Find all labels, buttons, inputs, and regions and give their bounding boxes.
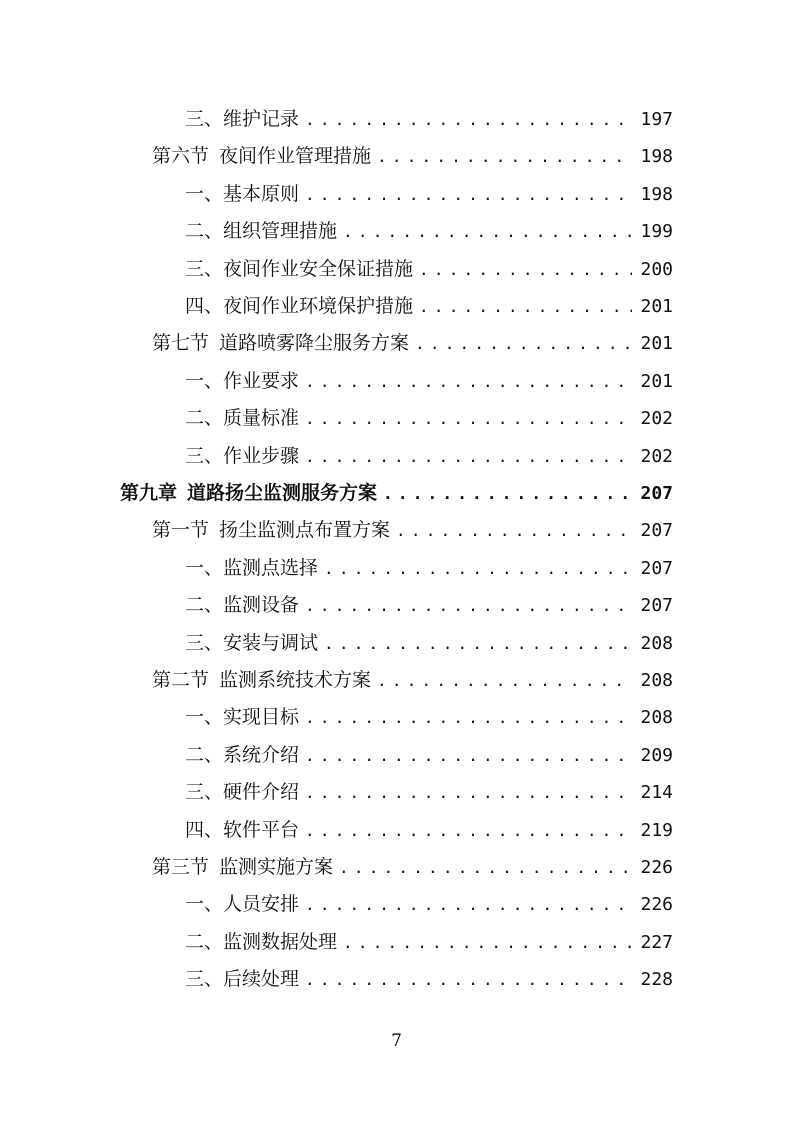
toc-entry-title: 实现目标 [223, 706, 300, 729]
toc-entry-number: 第一节 [152, 519, 210, 542]
toc-entry-page: 207 [640, 520, 673, 542]
toc-entry[interactable] [152, 849, 673, 885]
toc-entry-title: 监测数据处理 [223, 930, 338, 953]
toc-entry-page: 209 [640, 744, 673, 766]
dot-leader [305, 775, 632, 811]
dot-leader [343, 925, 632, 961]
toc-entry-title: 作业要求 [223, 369, 300, 392]
dot-leader [305, 364, 632, 400]
toc-entry[interactable] [152, 138, 673, 174]
toc-entry-label [185, 924, 337, 960]
dot-leader [305, 700, 632, 736]
toc-entry-title: 监测设备 [223, 594, 300, 617]
toc-entry-page: 226 [640, 894, 673, 916]
toc-entry[interactable] [185, 737, 673, 773]
dot-leader [419, 252, 632, 288]
dot-leader [305, 401, 632, 437]
toc-entry-title: 夜间作业环境保护措施 [223, 295, 414, 317]
toc-entry-label [185, 288, 413, 324]
toc-entry[interactable] [185, 101, 673, 137]
toc-entry[interactable] [185, 251, 673, 287]
toc-entry-number: 三、 [185, 108, 224, 130]
toc-entry-label [152, 849, 333, 885]
toc-entry-page: 208 [640, 670, 673, 691]
toc-entry-title: 监测点选择 [223, 556, 319, 579]
toc-entry-label [185, 251, 413, 287]
toc-entry-label [185, 961, 299, 997]
dot-leader [305, 962, 632, 998]
dot-leader [324, 626, 632, 662]
toc-entry-page: 202 [640, 445, 673, 467]
toc-entry-number: 四、 [185, 818, 224, 841]
toc-entry-number: 二、 [185, 743, 224, 766]
toc-entry[interactable] [185, 699, 673, 735]
dot-leader [377, 663, 632, 699]
dot-leader [324, 551, 632, 587]
toc-entry-label [185, 812, 299, 848]
toc-entry-page: 201 [640, 370, 673, 392]
toc-entry[interactable] [185, 587, 673, 623]
dot-leader [305, 813, 632, 849]
toc-entry-page: 200 [640, 258, 673, 280]
toc-entry-number: 三、 [185, 631, 224, 654]
toc-entry-number: 一、 [185, 556, 224, 579]
toc-entry[interactable] [185, 774, 673, 810]
toc-entry-page: 208 [640, 632, 673, 654]
dot-leader [305, 177, 632, 213]
toc-entry-title: 安装与调试 [223, 631, 319, 654]
toc-entry-title: 监测实施方案 [219, 856, 334, 878]
toc-entry-number: 第三节 [152, 856, 210, 878]
toc-entry-page: 227 [640, 931, 673, 953]
dot-leader [305, 588, 632, 624]
toc-entry-number: 三、 [185, 781, 224, 804]
toc-entry-label [185, 886, 299, 922]
toc-entry-number: 一、 [185, 706, 224, 729]
toc-entry-label [185, 625, 318, 661]
toc-entry-title: 硬件介绍 [223, 781, 300, 804]
toc-entry-page: 197 [640, 109, 673, 130]
toc-entry-title: 道路喷雾降尘服务方案 [219, 332, 410, 355]
toc-entry[interactable] [185, 625, 673, 661]
toc-entry-title: 组织管理措施 [223, 220, 338, 243]
dot-leader [377, 139, 632, 175]
toc-entry-title: 作业步骤 [223, 444, 300, 467]
toc-entry-label [152, 325, 409, 361]
dot-leader [415, 326, 632, 362]
toc-entry-label [185, 176, 299, 212]
dot-leader [305, 439, 632, 475]
toc-entry[interactable] [185, 213, 673, 249]
toc-entry-title: 夜间作业管理措施 [219, 145, 372, 168]
toc-entry-title: 后续处理 [223, 968, 300, 991]
dot-leader [305, 102, 632, 138]
toc-entry[interactable] [152, 662, 673, 698]
toc-entry-page: 207 [640, 483, 673, 504]
toc-entry-label [185, 363, 299, 399]
toc-entry-label [185, 550, 318, 586]
toc-entry-title: 夜间作业安全保证措施 [223, 257, 414, 280]
toc-entry[interactable] [185, 886, 673, 922]
toc-entry-page: 219 [640, 819, 673, 841]
dot-leader [419, 289, 632, 325]
toc-entry-title: 人员安排 [223, 893, 300, 916]
toc-entry-title: 监测系统技术方案 [219, 669, 372, 691]
toc-entry-label [185, 774, 299, 810]
toc-entry-label [185, 101, 299, 137]
toc-entry[interactable] [185, 812, 673, 848]
toc-entry-number: 一、 [185, 893, 224, 916]
toc-entry-title: 基本原则 [223, 182, 300, 205]
toc-entry[interactable] [185, 961, 673, 997]
dot-leader [396, 513, 632, 549]
toc-entry[interactable] [185, 363, 673, 399]
dot-leader [383, 476, 632, 512]
toc-entry-title: 质量标准 [223, 407, 300, 430]
dot-leader [305, 887, 632, 923]
toc-entry-title: 维护记录 [223, 108, 300, 130]
dot-leader [305, 738, 632, 774]
toc-entry[interactable] [185, 924, 673, 960]
toc-entry-number: 三、 [185, 444, 224, 467]
toc-entry[interactable] [185, 550, 673, 586]
toc-entry[interactable] [152, 512, 673, 548]
toc-entry-label [185, 699, 299, 735]
toc-entry-page: 207 [640, 595, 673, 617]
toc-entry-number: 第二节 [152, 669, 210, 691]
dot-leader [343, 214, 632, 250]
toc-entry-label [152, 512, 390, 548]
toc-entry-number: 一、 [185, 182, 224, 205]
toc-entry-page: 201 [640, 333, 673, 355]
toc-entry-page: 226 [640, 857, 673, 878]
toc-entry-page: 228 [640, 969, 673, 991]
toc-entry-page: 201 [640, 296, 673, 317]
toc-entry-number: 四、 [185, 295, 224, 317]
toc-entry-number: 二、 [185, 407, 224, 430]
toc-entry-number: 二、 [185, 594, 224, 617]
toc-entry-page: 207 [640, 557, 673, 579]
toc-entry-title: 扬尘监测点布置方案 [219, 519, 391, 542]
toc-entry-label [185, 587, 299, 623]
toc-entry-number: 二、 [185, 220, 224, 243]
toc-entry-page: 214 [640, 782, 673, 804]
toc-entry-page: 198 [640, 146, 673, 168]
dot-leader [339, 850, 632, 886]
toc-entry-number: 一、 [185, 369, 224, 392]
toc-entry[interactable] [152, 325, 673, 361]
toc-entry[interactable] [185, 400, 673, 436]
toc-entry-number: 第七节 [152, 332, 210, 355]
toc-entry-label [120, 475, 377, 511]
toc-entry-number: 第九章 [120, 482, 178, 504]
toc-entry-page: 202 [640, 408, 673, 430]
toc-entry-label [152, 662, 371, 698]
toc-entry-label [185, 438, 299, 474]
toc-entry-title: 道路扬尘监测服务方案 [187, 482, 378, 504]
toc-entry-page: 199 [640, 221, 673, 243]
toc-entry-page: 198 [640, 183, 673, 205]
toc-entry[interactable] [185, 438, 673, 474]
toc-entry-label [185, 400, 299, 436]
page-number: 7 [391, 1031, 402, 1051]
toc-entry-title: 系统介绍 [223, 743, 300, 766]
toc-entry[interactable] [120, 475, 673, 511]
toc-entry[interactable] [185, 288, 673, 324]
toc-entry-label [185, 213, 337, 249]
toc-entry-number: 三、 [185, 257, 224, 280]
toc-entry-label [185, 737, 299, 773]
toc-entry-title: 软件平台 [223, 818, 300, 841]
toc-entry-number: 二、 [185, 930, 224, 953]
toc-entry-number: 三、 [185, 968, 224, 991]
toc-entry-number: 第六节 [152, 145, 210, 168]
toc-entry-label [152, 138, 371, 174]
toc-entry-page: 208 [640, 707, 673, 729]
toc-entry[interactable] [185, 176, 673, 212]
